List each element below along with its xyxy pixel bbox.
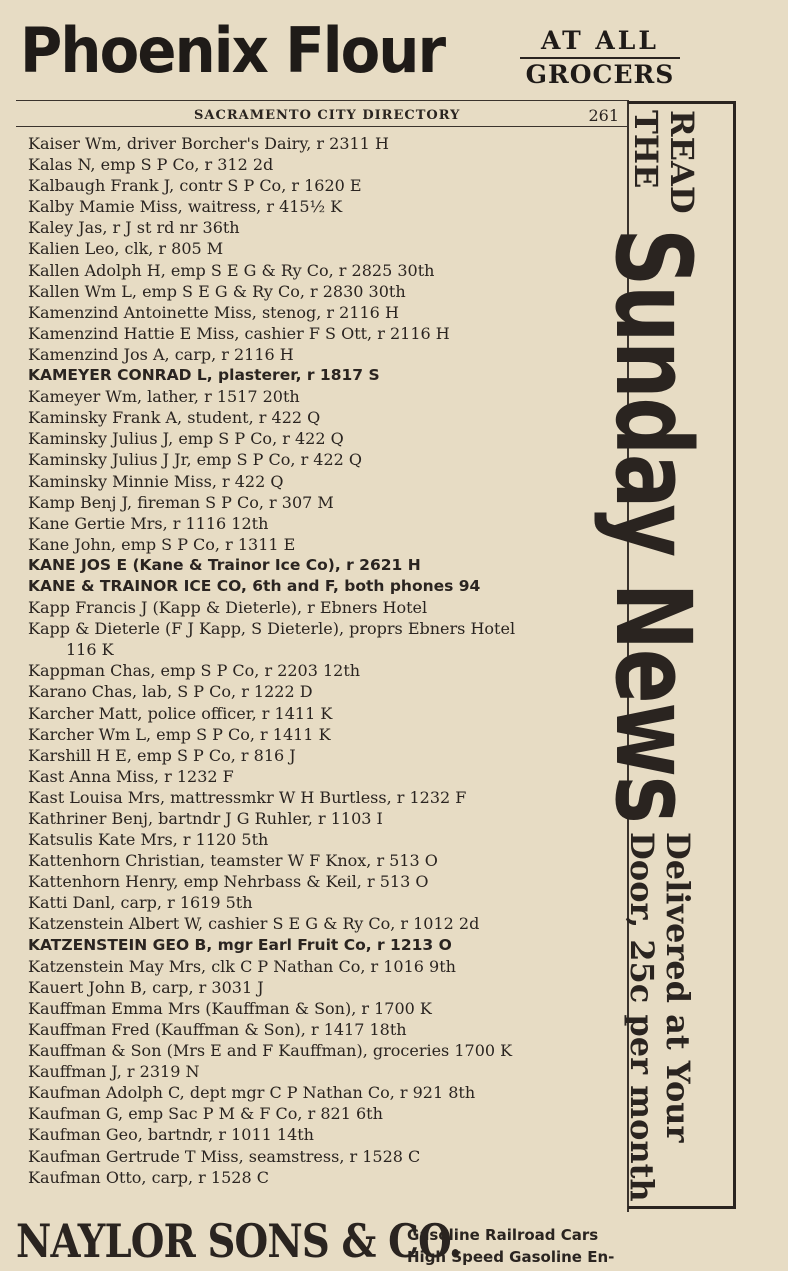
directory-entry: Kaufman G, emp Sac P M & F Co, r 821 6th	[28, 1104, 383, 1124]
directory-entry: Kamenzind Hattie E Miss, cashier F S Ott, r 2116 H	[28, 323, 450, 343]
directory-entry: Kallen Adolph H, emp S E G & Ry Co, r 2825 30th	[28, 260, 435, 280]
directory-entry: Kast Louisa Mrs, mattressmkr W H Burtless, r 1232 F	[28, 787, 467, 807]
bottom-ad-title: NAYLOR SONS & CO.	[16, 1214, 462, 1268]
side-ad-read	[628, 110, 700, 214]
directory-entry: Kauffman Emma Mrs (Kauffman & Son), r 1700 K	[28, 998, 432, 1018]
directory-entry: Karcher Wm L, emp S P Co, r 1411 K	[28, 724, 331, 744]
bottom-ad-line1: Gasoline Railroad Cars	[407, 1226, 599, 1244]
top-ad-title: Phoenix Flour	[20, 14, 445, 87]
directory-entry: Kane John, emp S P Co, r 1311 E	[28, 534, 296, 554]
top-advertisement	[0, 0, 788, 100]
directory-entry: Kattenhorn Henry, emp Nehrbass & Keil, r 513 O	[28, 872, 429, 892]
directory-entry: Kappman Chas, emp S P Co, r 2203 12th	[28, 661, 361, 681]
directory-entry: Kauffman J, r 2319 N	[28, 1062, 200, 1082]
directory-entry: Kamenzind Antoinette Miss, stenog, r 2116 H	[28, 302, 399, 322]
side-ad-read-line: READ	[663, 110, 701, 214]
directory-entry: Kapp Francis J (Kapp & Dieterle), r Ebners Hotel	[28, 598, 428, 618]
directory-entry: Karano Chas, lab, S P Co, r 1222 D	[28, 682, 313, 702]
running-head	[16, 106, 627, 127]
side-ad-newspaper-name: Sunday News	[592, 228, 714, 823]
top-ad-tagline-line1: AT ALL	[541, 26, 659, 55]
side-ad-delivered-line: Delivered at Your	[659, 832, 697, 1143]
top-ad-divider	[520, 57, 680, 59]
directory-entry: Kaley Jas, r J st rd nr 36th	[28, 218, 240, 238]
directory-title: SACRAMENTO CITY DIRECTORY	[194, 108, 461, 123]
directory-entry: KANE & TRAINOR ICE CO, 6th and F, both phones 94	[28, 576, 481, 595]
directory-entry: Kameyer Wm, lather, r 1517 20th	[28, 387, 300, 407]
directory-entry: Katzenstein May Mrs, clk C P Nathan Co, r 1016 9th	[28, 956, 456, 976]
directory-entry: 116 K	[66, 640, 114, 660]
side-ad-door-line: Door, 25c per month	[623, 832, 661, 1202]
header-rule	[16, 100, 627, 101]
directory-entry: Katzenstein Albert W, cashier S E G & Ry Co, r 1012 2d	[28, 914, 480, 934]
side-ad-the-line: THE	[627, 110, 665, 189]
directory-entry: Katti Danl, carp, r 1619 5th	[28, 893, 253, 913]
top-ad-tagline	[518, 28, 682, 88]
directory-entry: Kaminsky Frank A, student, r 422 Q	[28, 408, 321, 428]
directory-entry: Katsulis Kate Mrs, r 1120 5th	[28, 830, 269, 850]
directory-entry: Kast Anna Miss, r 1232 F	[28, 766, 234, 786]
directory-entry: Kalbaugh Frank J, contr S P Co, r 1620 E	[28, 176, 362, 196]
directory-listing	[28, 133, 628, 1188]
directory-entry: Kamenzind Jos A, carp, r 2116 H	[28, 344, 294, 364]
top-ad-tagline-line2: GROCERS	[525, 60, 675, 89]
directory-entry: Kattenhorn Christian, teamster W F Knox, r 513 O	[28, 851, 438, 871]
bottom-ad-line2: High Speed Gasoline En-	[407, 1248, 615, 1266]
directory-entry: Karcher Matt, police officer, r 1411 K	[28, 703, 333, 723]
directory-entry: Kane Gertie Mrs, r 1116 12th	[28, 513, 269, 533]
directory-entry: Kaufman Adolph C, dept mgr C P Nathan Co, r 921 8th	[28, 1083, 476, 1103]
side-ad-delivery	[624, 832, 696, 1212]
directory-entry: KANE JOS E (Kane & Trainor Ice Co), r 2621 H	[28, 555, 421, 574]
directory-entry: Kaufman Otto, carp, r 1528 C	[28, 1167, 269, 1187]
directory-entry: KATZENSTEIN GEO B, mgr Earl Fruit Co, r 1213 O	[28, 935, 452, 954]
directory-entry: Kaminsky Julius J Jr, emp S P Co, r 422 Q	[28, 450, 363, 470]
directory-entry: Kaiser Wm, driver Borcher's Dairy, r 2311 H	[28, 134, 389, 153]
directory-entry: Kauert John B, carp, r 3031 J	[28, 977, 264, 997]
directory-entry: Kalas N, emp S P Co, r 312 2d	[28, 155, 274, 175]
page-number: 261	[588, 106, 619, 125]
directory-entry: KAMEYER CONRAD L, plasterer, r 1817 S	[28, 366, 380, 385]
side-advertisement	[590, 110, 714, 1210]
directory-entry: Kalby Mamie Miss, waitress, r 415½ K	[28, 197, 343, 217]
directory-entry: Kaminsky Julius J, emp S P Co, r 422 Q	[28, 429, 344, 449]
directory-entry: Kauffman Fred (Kauffman & Son), r 1417 18th	[28, 1019, 407, 1039]
directory-entry: Kallen Wm L, emp S E G & Ry Co, r 2830 30th	[28, 281, 406, 301]
directory-entry: Kaminsky Minnie Miss, r 422 Q	[28, 471, 284, 491]
directory-entry: Kathriner Benj, bartndr J G Ruhler, r 1103 I	[28, 809, 383, 828]
directory-entry: Kamp Benj J, fireman S P Co, r 307 M	[28, 492, 334, 512]
directory-entry: Kapp & Dieterle (F J Kapp, S Dieterle), proprs Ebners Hotel	[28, 619, 516, 639]
directory-entry: Kaufman Geo, bartndr, r 1011 14th	[28, 1125, 314, 1145]
bottom-ad-description	[407, 1224, 614, 1268]
directory-entry: Kauffman & Son (Mrs E and F Kauffman), groceries 1700 K	[28, 1041, 513, 1061]
directory-entry: Kaufman Gertrude T Miss, seamstress, r 1528 C	[28, 1146, 421, 1166]
directory-entry: Kalien Leo, clk, r 805 M	[28, 239, 224, 259]
directory-entry: Karshill H E, emp S P Co, r 816 J	[28, 745, 296, 765]
